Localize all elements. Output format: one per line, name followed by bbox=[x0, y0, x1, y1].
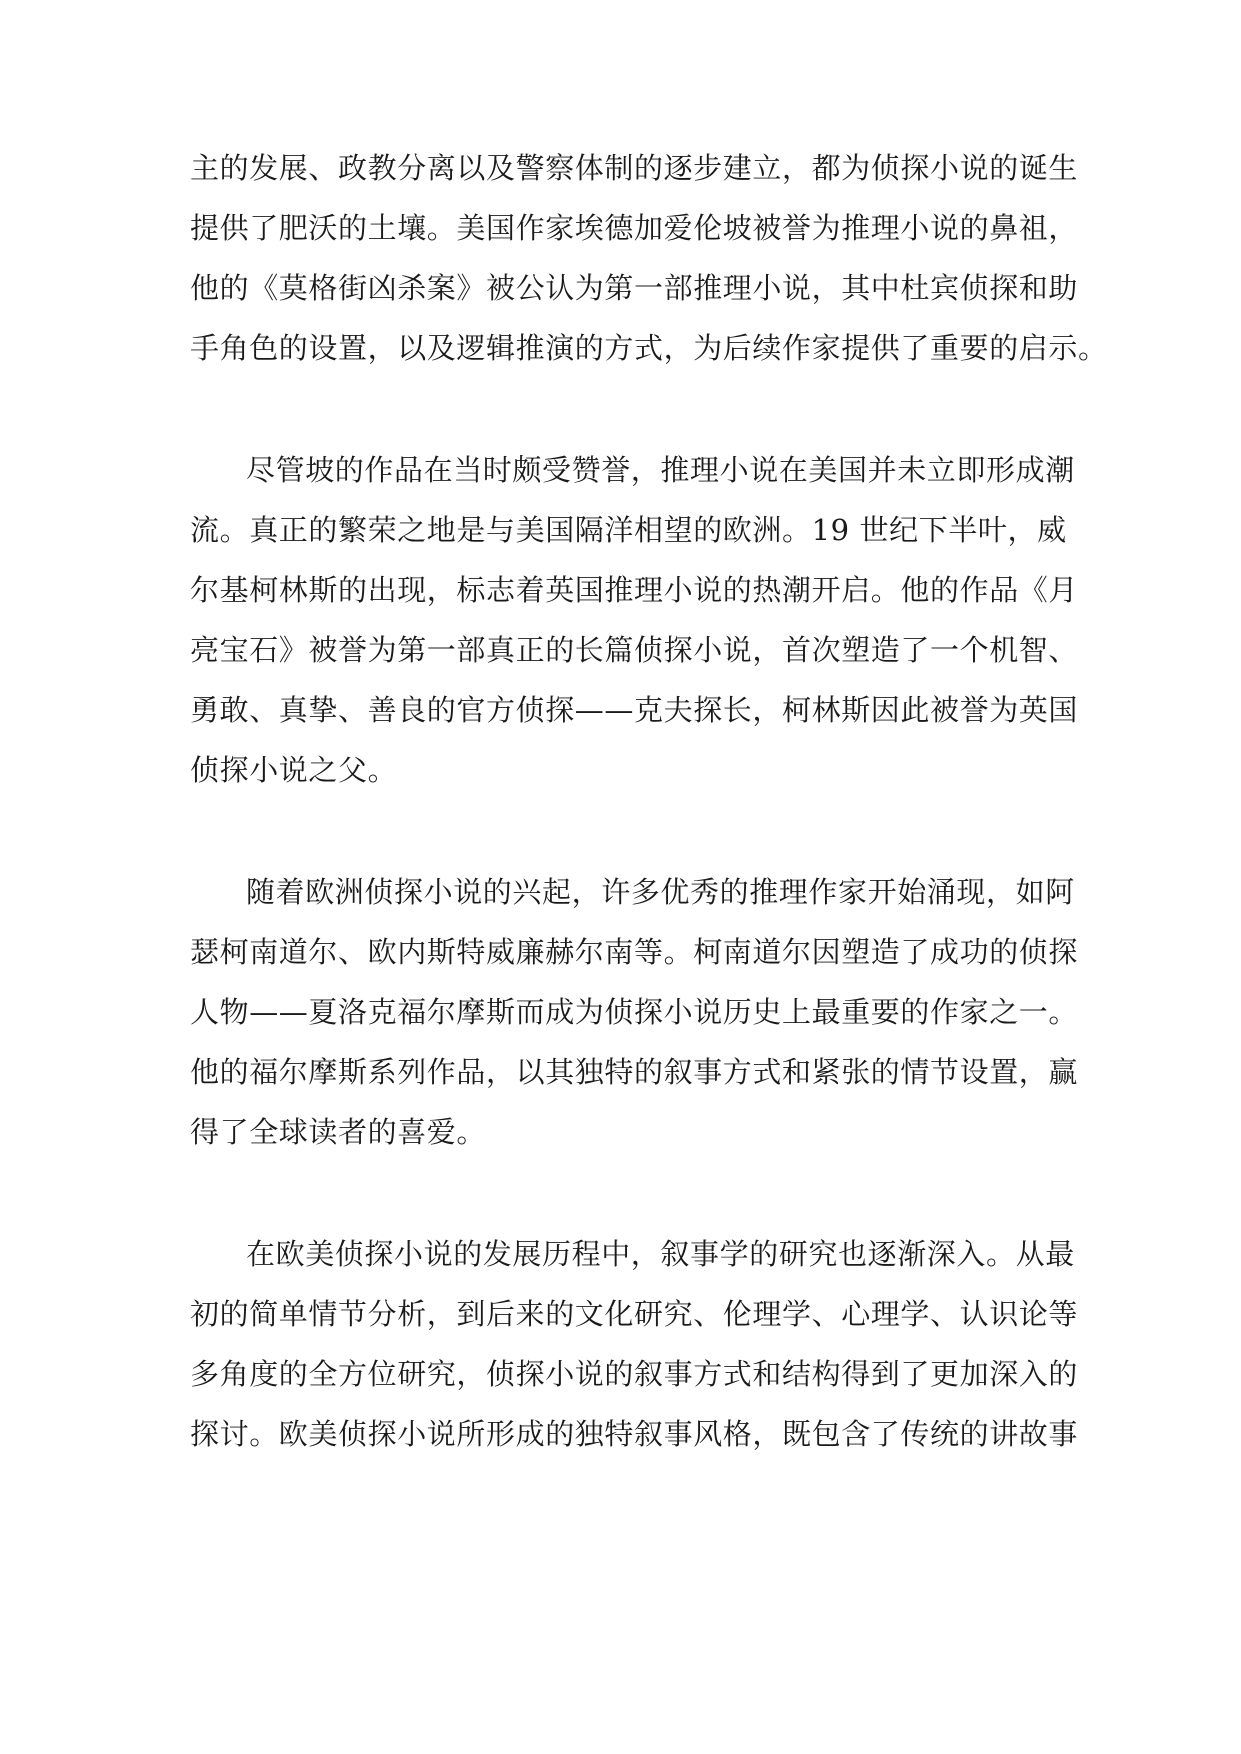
text-line: 在欧美侦探小说的发展历程中，叙事学的研究也逐渐深入。从最 bbox=[246, 1237, 1075, 1271]
text-line: 多角度的全方位研究，侦探小说的叙事方式和结构得到了更加深入的 bbox=[190, 1357, 1079, 1391]
text-line: 流。真正的繁荣之地是与美国隔洋相望的欧洲。19 世纪下半叶，威 bbox=[190, 513, 1067, 547]
paragraph bbox=[190, 440, 1079, 800]
text-line: 提供了肥沃的土壤。美国作家埃德加爱伦坡被誉为推理小说的鼻祖， bbox=[190, 211, 1079, 245]
text-line: 得了全球读者的喜爱。 bbox=[190, 1115, 487, 1149]
text-line: 人物——夏洛克福尔摩斯而成为侦探小说历史上最重要的作家之一。 bbox=[190, 995, 1079, 1029]
text-line: 手角色的设置，以及逻辑推演的方式，为后续作家提供了重要的启示。 bbox=[190, 331, 1108, 365]
text-line: 初的简单情节分析，到后来的文化研究、伦理学、心理学、认识论等 bbox=[190, 1297, 1079, 1331]
text-line: 他的《莫格街凶杀案》被公认为第一部推理小说，其中杜宾侦探和助 bbox=[190, 271, 1079, 305]
paragraph-spacer bbox=[190, 378, 1070, 440]
text-line: 侦探小说之父。 bbox=[190, 753, 398, 787]
paragraph-spacer bbox=[190, 800, 1070, 862]
paragraph-spacer bbox=[190, 1162, 1070, 1224]
text-line: 主的发展、政教分离以及警察体制的逐步建立，都为侦探小说的诞生 bbox=[190, 151, 1079, 185]
text-line: 亮宝石》被誉为第一部真正的长篇侦探小说，首次塑造了一个机智、 bbox=[190, 633, 1079, 667]
text-line: 随着欧洲侦探小说的兴起，许多优秀的推理作家开始涌现，如阿 bbox=[246, 875, 1075, 909]
body-text bbox=[190, 138, 1108, 1464]
text-line: 瑟柯南道尔、欧内斯特威廉赫尔南等。柯南道尔因塑造了成功的侦探 bbox=[190, 935, 1079, 969]
paragraph bbox=[190, 862, 1079, 1162]
text-line: 勇敢、真挚、善良的官方侦探——克夫探长，柯林斯因此被誉为英国 bbox=[190, 693, 1079, 727]
text-line: 他的福尔摩斯系列作品，以其独特的叙事方式和紧张的情节设置，赢 bbox=[190, 1055, 1079, 1089]
text-line: 探讨。欧美侦探小说所形成的独特叙事风格，既包含了传统的讲故事 bbox=[190, 1417, 1079, 1451]
paragraph bbox=[190, 138, 1108, 378]
text-line: 尽管坡的作品在当时颇受赞誉，推理小说在美国并未立即形成潮 bbox=[246, 453, 1075, 487]
paragraph bbox=[190, 1224, 1079, 1464]
text-line: 尔基柯林斯的出现，标志着英国推理小说的热潮开启。他的作品《月 bbox=[190, 573, 1079, 607]
